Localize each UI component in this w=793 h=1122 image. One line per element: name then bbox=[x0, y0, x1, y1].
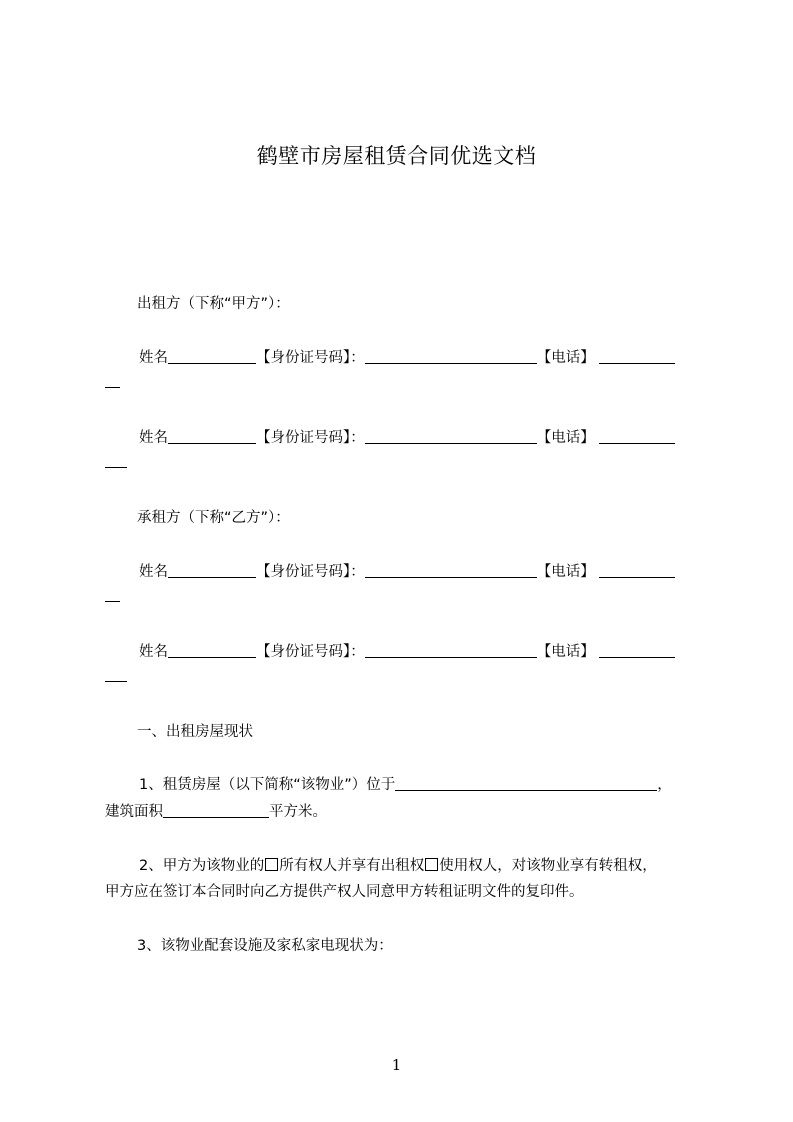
address-blank[interactable] bbox=[395, 776, 657, 791]
phone-blank[interactable] bbox=[599, 349, 675, 364]
phone-label: 【电话】 bbox=[536, 350, 595, 366]
name-label: 姓名 bbox=[139, 430, 168, 446]
lessor-row-2 bbox=[139, 426, 675, 447]
lessee-row-2-wrap bbox=[105, 667, 127, 684]
phone-label: 【电话】 bbox=[536, 644, 595, 660]
item-2-text-b: 所有权人并享有出租权 bbox=[279, 858, 425, 874]
area-unit: 平方米。 bbox=[269, 804, 327, 820]
lessor-row-1-wrap bbox=[105, 373, 120, 390]
phone-blank-cont[interactable] bbox=[105, 667, 127, 682]
id-label: 【身份证号码】： bbox=[256, 564, 365, 580]
item-1-prefix: 1、租赁房屋（以下简称“该物业”）位于 bbox=[139, 777, 396, 793]
user-checkbox[interactable] bbox=[425, 858, 438, 871]
id-label: 【身份证号码】： bbox=[256, 350, 365, 366]
area-blank[interactable] bbox=[163, 803, 269, 818]
item-1-line-1 bbox=[139, 773, 672, 794]
lessee-row-1 bbox=[139, 560, 675, 581]
id-blank[interactable] bbox=[365, 349, 537, 364]
phone-blank-cont[interactable] bbox=[105, 453, 127, 468]
phone-label: 【电话】 bbox=[536, 564, 595, 580]
lessor-row-1 bbox=[139, 346, 675, 367]
lessee-row-1-wrap bbox=[105, 587, 120, 604]
id-blank[interactable] bbox=[365, 429, 537, 444]
lessor-row-2-wrap bbox=[105, 453, 127, 470]
lessee-row-2 bbox=[139, 640, 675, 661]
id-blank[interactable] bbox=[365, 643, 537, 658]
phone-blank[interactable] bbox=[599, 429, 675, 444]
item-2-text-c: 使用权人，对该物业享有转租权， bbox=[439, 858, 657, 874]
item-3: 3、该物业配套设施及家私家电现状为： bbox=[137, 938, 393, 954]
name-blank[interactable] bbox=[168, 563, 256, 578]
page-number: 1 bbox=[391, 1056, 402, 1074]
item-2-line-1 bbox=[139, 854, 657, 875]
phone-blank-cont[interactable] bbox=[105, 373, 120, 388]
name-blank[interactable] bbox=[168, 429, 256, 444]
name-label: 姓名 bbox=[139, 644, 168, 660]
phone-blank[interactable] bbox=[599, 563, 675, 578]
phone-blank[interactable] bbox=[599, 643, 675, 658]
document-title: 鹤壁市房屋租赁合同优选文档 bbox=[256, 144, 537, 168]
name-blank[interactable] bbox=[168, 349, 256, 364]
owner-checkbox[interactable] bbox=[265, 858, 278, 871]
name-label: 姓名 bbox=[139, 564, 168, 580]
id-label: 【身份证号码】： bbox=[256, 644, 365, 660]
name-blank[interactable] bbox=[168, 643, 256, 658]
item-2-text-a: 2、甲方为该物业的 bbox=[139, 858, 265, 874]
lessee-header: 承租方（下称“乙方”）： bbox=[137, 510, 290, 526]
phone-label: 【电话】 bbox=[536, 430, 595, 446]
id-label: 【身份证号码】： bbox=[256, 430, 365, 446]
section-1-title: 一、出租房屋现状 bbox=[137, 724, 253, 740]
name-label: 姓名 bbox=[139, 350, 168, 366]
item-1-comma: ， bbox=[657, 777, 672, 793]
phone-blank-cont[interactable] bbox=[105, 587, 120, 602]
id-blank[interactable] bbox=[365, 563, 537, 578]
lessor-header: 出租方（下称“甲方”）： bbox=[137, 296, 290, 312]
item-1-line-2 bbox=[105, 800, 327, 821]
item-2-line-2: 甲方应在签订本合同时向乙方提供产权人同意甲方转租证明文件的复印件。 bbox=[105, 884, 584, 900]
area-label: 建筑面积 bbox=[105, 804, 163, 820]
